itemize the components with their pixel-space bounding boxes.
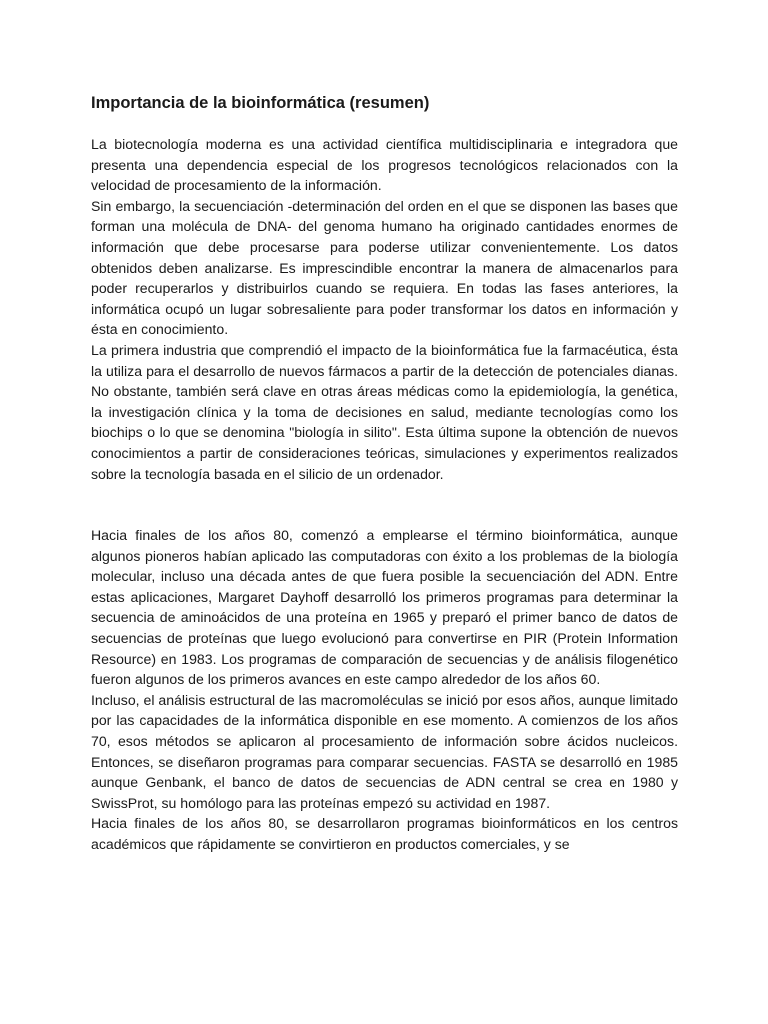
document-title: Importancia de la bioinformática (resumen) xyxy=(91,94,430,112)
paragraph-6: Hacia finales de los años 80, se desarrollaron programas bioinformáticos en los centros académicos que rápidamente se convirtieron en productos comerciales, y se xyxy=(91,815,678,852)
paragraph-5: Incluso, el análisis estructural de las macromoléculas se inició por esos años, aunque limitado por las capacidades de la informática disponible en ese momento. A comienzos de los años 70, esos métodos se aplicaron al procesamiento de información sobre ácidos nucleicos. Entonces, se diseñaron programas para comparar secuencias. FASTA se desarrolló en 1985 aunque Genbank, el banco de datos de secuencias de ADN central se crea en 1980 y SwissProt, su homólogo para las proteínas empezó su actividad en 1987. xyxy=(91,691,678,811)
paragraph-1: La biotecnología moderna es una actividad científica multidisciplinaria e integradora que presenta una dependencia especial de los progresos tecnológicos relacionados con la velocidad de procesamiento de la información. xyxy=(91,136,678,194)
paragraph-2: Sin embargo, la secuenciación -determinación del orden en el que se disponen las bases que forman una molécula de DNA- del genoma humano ha originado cantidades enormes de información que debe procesarse para poderse utilizar convenientemente. Los datos obtenidos deben analizarse. Es imprescindible encontrar la manera de almacenarlos para poder recuperarlos y distribuirlos cuando se requiera. En todas las fases anteriores, la informática ocupó un lugar sobresaliente para poder transformar los datos en información y ésta en conocimiento. xyxy=(91,197,678,338)
section-gap xyxy=(91,484,678,525)
document-page xyxy=(91,90,678,855)
paragraph-4: Hacia finales de los años 80, comenzó a emplearse el término bioinformática, aunque algunos pioneros habían aplicado las computadoras con éxito a los problemas de la biología molecular, incluso una década antes de que fuera posible la secuenciación del ADN. Entre estas aplicaciones, Margaret Dayhoff desarrolló los primeros programas para determinar la secuencia de aminoácidos de una proteína en 1965 y preparó el primer banco de datos de secuencias de proteínas que luego evolucionó para convertirse en PIR (Protein Information Resource) en 1983. Los programas de comparación de secuencias y de análisis filogenético fueron algunos de los primeros avances en este campo alrededor de los años 60. xyxy=(91,527,678,688)
paragraph-3: La primera industria que comprendió el impacto de la bioinformática fue la farmacéutica, ésta la utiliza para el desarrollo de nuevos fármacos a partir de la detección de potenciales dianas. No obstante, también será clave en otras áreas médicas como la epidemiología, la genética, la investigación clínica y la toma de decisiones en salud, mediante tecnologías como los biochips o lo que se denomina "biología in silito". Esta última supone la obtención de nuevos conocimientos a partir de consideraciones teóricas, simulaciones y experimentos realizados sobre la tecnología basada en el silicio de un ordenador. xyxy=(91,341,678,482)
